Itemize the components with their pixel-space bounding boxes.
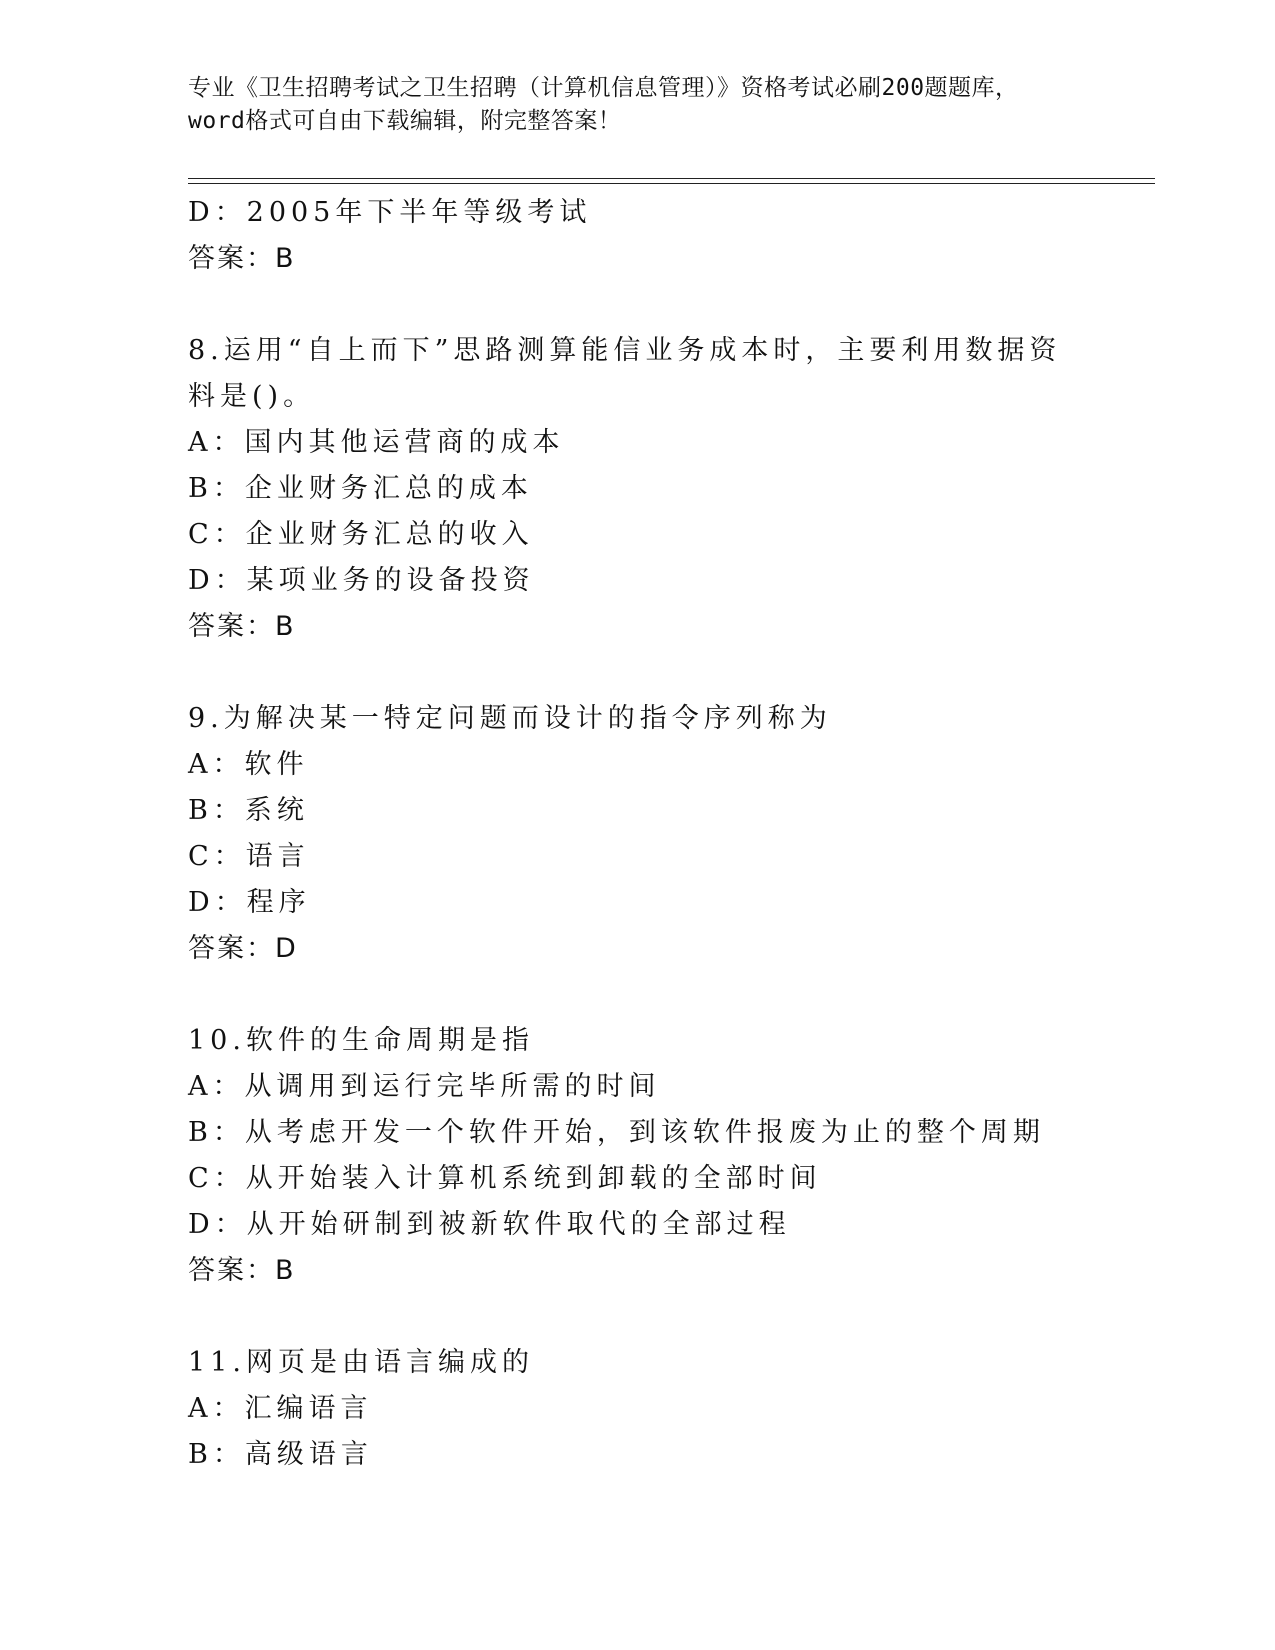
option-d: D：2005年下半年等级考试: [188, 197, 592, 228]
option-b: B：企业财务汇总的成本: [188, 473, 533, 504]
question-8: [188, 328, 1148, 650]
answer: 答案：D: [188, 933, 298, 964]
answer: 答案：B: [188, 243, 296, 274]
question-11: [188, 1340, 1148, 1478]
option-c: C：语言: [188, 841, 310, 872]
option-a: A：软件: [188, 749, 309, 780]
option-b: B：从考虑开发一个软件开始，到该软件报废为止的整个周期: [188, 1117, 1045, 1148]
option-c: C：从开始装入计算机系统到卸载的全部时间: [188, 1163, 822, 1194]
option-c: C：企业财务汇总的收入: [188, 519, 534, 550]
header-divider-bottom: [188, 183, 1155, 184]
question-stem: 10.软件的生命周期是指: [188, 1025, 534, 1056]
question-stem: 11.网页是由语言编成的: [188, 1347, 534, 1378]
spacer: [188, 282, 1148, 328]
question-7-continued: [188, 190, 1148, 282]
option-b: B：系统: [188, 795, 309, 826]
spacer: [188, 650, 1148, 696]
header-title-line-2: word格式可自由下载编辑，附完整答案！: [188, 108, 622, 134]
option-a: A：国内其他运营商的成本: [188, 427, 565, 458]
question-stem: 8.运用“自上而下”思路测算能信业务成本时，主要利用数据资料是()。: [188, 335, 1062, 412]
question-9: [188, 696, 1148, 972]
option-d: D：程序: [188, 887, 311, 918]
header-title-line-1: 专业《卫生招聘考试之卫生招聘（计算机信息管理）》资格考试必刷200题题库，: [188, 75, 1019, 101]
option-d: D：某项业务的设备投资: [188, 565, 535, 596]
answer: 答案：B: [188, 1255, 296, 1286]
question-stem: 9.为解决某一特定问题而设计的指令序列称为: [188, 703, 832, 734]
question-list: [188, 190, 1148, 1478]
option-a: A：从调用到运行完毕所需的时间: [188, 1071, 661, 1102]
question-10: [188, 1018, 1148, 1294]
answer: 答案：B: [188, 611, 296, 642]
option-d: D：从开始研制到被新软件取代的全部过程: [188, 1209, 791, 1240]
option-b: B：高级语言: [188, 1439, 373, 1470]
spacer: [188, 972, 1148, 1018]
option-a: A：汇编语言: [188, 1393, 373, 1424]
header-divider-top: [188, 178, 1155, 179]
document-header: [188, 72, 1088, 138]
spacer: [188, 1294, 1148, 1340]
